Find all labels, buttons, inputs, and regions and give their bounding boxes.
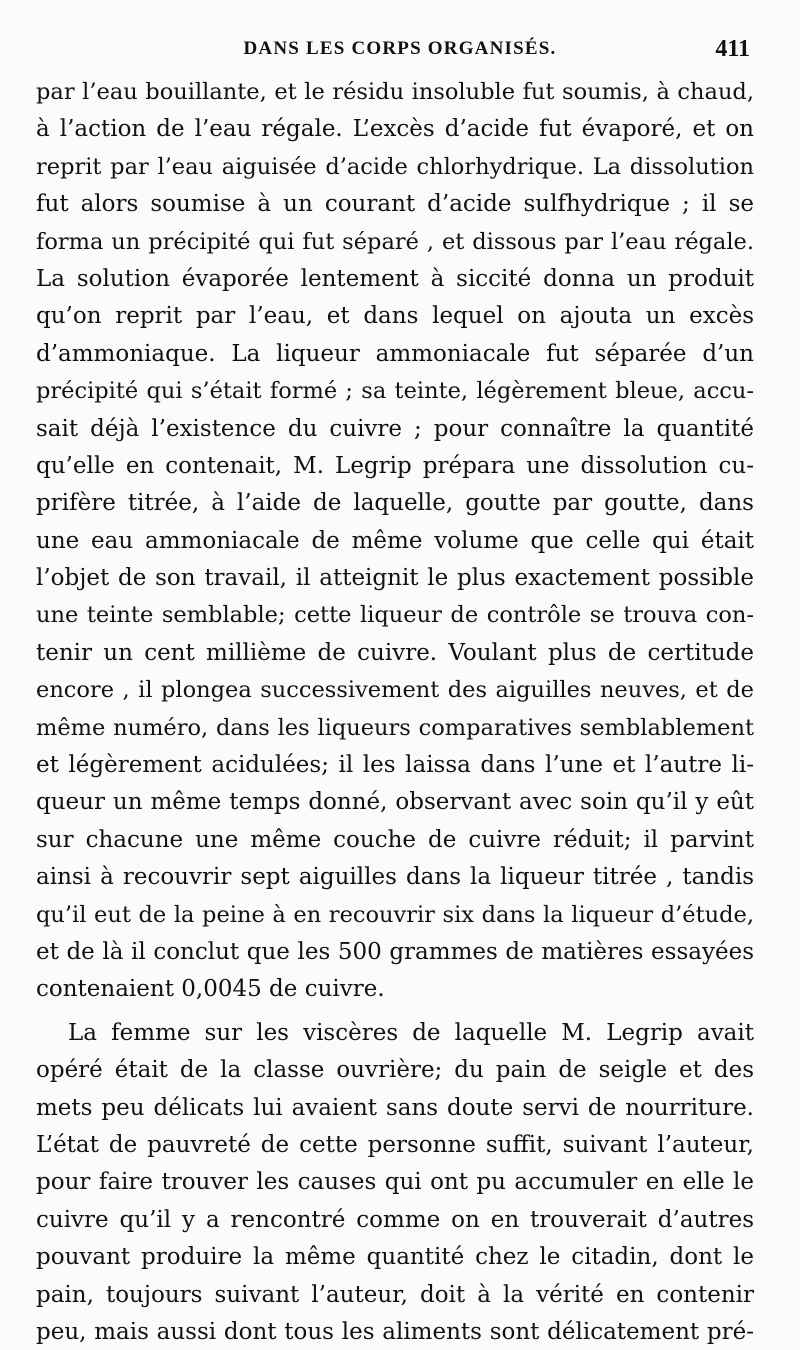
text-line: cuivre qu’il y a rencontré comme on en trouverait d’autres xyxy=(36,1206,754,1233)
text-line: pain, toujours suivant l’auteur, doit à la vérité en contenir xyxy=(36,1281,754,1308)
text-line: précipité qui s’était formé ; sa teinte, légèrement bleue, accu- xyxy=(36,378,754,405)
text-line: d’ammoniaque. La liqueur ammoniacale fut séparée d’un xyxy=(36,340,754,367)
text-line: reprit par l’eau aiguisée d’acide chlorhydrique. La dissolution xyxy=(36,153,754,180)
paragraph-1 xyxy=(36,74,754,1009)
text-line: pour faire trouver les causes qui ont pu accumuler en elle le xyxy=(36,1169,754,1196)
text-line: contenaient 0,0045 de cuivre. xyxy=(36,976,385,1003)
text-line: sur chacune une même couche de cuivre réduit; il parvint xyxy=(36,826,754,853)
text-line: La solution évaporée lentement à siccité donna un produit xyxy=(36,265,754,292)
text-line: une teinte semblable; cette liqueur de contrôle se trouva con- xyxy=(36,602,754,629)
body-text xyxy=(36,74,754,1350)
text-line: une eau ammoniacale de même volume que celle qui était xyxy=(36,527,754,554)
text-line: La femme sur les viscères de laquelle M. Legrip avait xyxy=(68,1019,754,1046)
text-line: peu, mais aussi dont tous les aliments sont délicatement pré- xyxy=(36,1318,754,1345)
text-line: qu’on reprit par l’eau, et dans lequel on ajouta un excès xyxy=(36,303,754,330)
text-line: mets peu délicats lui avaient sans doute servi de nourriture. xyxy=(36,1094,754,1121)
text-line: et de là il conclut que les 500 grammes de matières essayées xyxy=(36,938,754,965)
text-line: queur un même temps donné, observant avec soin qu’il y eût xyxy=(36,789,754,816)
running-title: DANS LES CORPS ORGANISÉS. xyxy=(243,38,557,59)
running-head xyxy=(44,36,756,68)
text-line: forma un précipité qui fut séparé , et dissous par l’eau régale. xyxy=(36,228,754,255)
page-number: 411 xyxy=(715,36,750,62)
text-line: ainsi à recouvrir sept aiguilles dans la liqueur titrée , tandis xyxy=(36,864,754,891)
text-line: qu’il eut de la peine à en recouvrir six dans la liqueur d’étude, xyxy=(36,901,754,928)
text-line: même numéro, dans les liqueurs comparatives semblablement xyxy=(36,714,754,741)
text-line: encore , il plongea successivement des aiguilles neuves, et de xyxy=(36,677,754,704)
text-line: sait déjà l’existence du cuivre ; pour connaître la quantité xyxy=(36,415,754,442)
text-line: qu’elle en contenait, M. Legrip prépara une dissolution cu- xyxy=(36,452,754,479)
text-line: l’objet de son travail, il atteignit le plus exactement possible xyxy=(36,565,754,592)
paragraph-2 xyxy=(36,1015,754,1350)
text-line: par l’eau bouillante, et le résidu insoluble fut soumis, à chaud, xyxy=(36,79,754,105)
text-line: opéré était de la classe ouvrière; du pain de seigle et des xyxy=(36,1057,754,1084)
text-line: prifère titrée, à l’aide de laquelle, goutte par goutte, dans xyxy=(36,490,754,517)
text-line: L’état de pauvreté de cette personne suffit, suivant l’auteur, xyxy=(36,1131,754,1158)
text-line: fut alors soumise à un courant d’acide sulfhydrique ; il se xyxy=(36,191,754,218)
text-line: et légèrement acidulées; il les laissa dans l’une et l’autre li- xyxy=(36,752,754,779)
text-line: tenir un cent millième de cuivre. Voulant plus de certitude xyxy=(36,639,754,666)
text-line: pouvant produire la même quantité chez le citadin, dont le xyxy=(36,1244,754,1271)
text-line: à l’action de l’eau régale. L’excès d’acide fut évaporé, et on xyxy=(36,116,754,143)
